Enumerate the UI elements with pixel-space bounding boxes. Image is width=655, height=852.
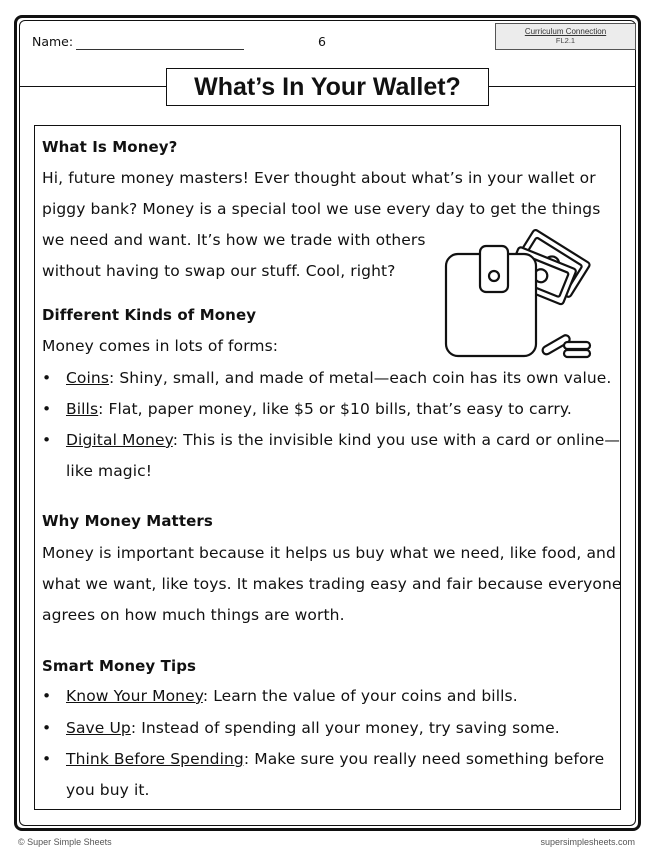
list-item (66, 369, 611, 387)
paragraph-line: Money comes in lots of forms: (42, 337, 279, 355)
bullet-marker: • (42, 750, 52, 768)
curriculum-connection-title: Curriculum Connection (524, 27, 607, 36)
list-item-term: Know Your Money (66, 687, 203, 705)
list-item (66, 431, 620, 449)
list-item-continuation: like magic! (66, 462, 153, 480)
list-item-text: : This is the invisible kind you use with a card or online— (172, 431, 621, 449)
bullet-marker: • (42, 431, 52, 449)
list-item-text: : Learn the value of your coins and bills. (202, 687, 518, 705)
wallet-with-money-icon (438, 228, 598, 363)
list-item-term: Think Before Spending (66, 750, 244, 768)
paragraph-line: what we want, like toys. It makes trading easy and fair because everyone (42, 575, 622, 593)
curriculum-connection-box (495, 23, 636, 50)
list-item-text: : Instead of spending all your money, try saving some. (130, 719, 560, 737)
list-item-term: Save Up (66, 719, 131, 737)
bullet-marker: • (42, 369, 52, 387)
list-item (66, 750, 604, 768)
page-number: 6 (318, 34, 326, 49)
list-item-text: : Shiny, small, and made of metal—each coin has its own value. (109, 369, 612, 387)
paragraph-line: without having to swap our stuff. Cool, right? (42, 262, 396, 280)
list-item (66, 687, 518, 705)
list-item-term: Coins (66, 369, 110, 387)
list-item-term: Bills (66, 400, 99, 418)
list-item-text: : Flat, paper money, like $5 or $10 bills, that’s easy to carry. (98, 400, 572, 418)
paragraph-line: Hi, future money masters! Ever thought about what’s in your wallet or (42, 169, 596, 187)
heading-kinds-of-money: Different Kinds of Money (42, 306, 257, 324)
title-rule-left (20, 86, 166, 87)
list-item-continuation: you buy it. (66, 781, 150, 799)
list-item (66, 719, 560, 737)
bullet-marker: • (42, 719, 52, 737)
footer-website: supersimplesheets.com (540, 837, 635, 847)
bullet-marker: • (42, 687, 52, 705)
paragraph-line: Money is important because it helps us buy what we need, like food, and (42, 544, 616, 562)
footer-copyright: © Super Simple Sheets (18, 837, 112, 847)
curriculum-code: FL2.1 (555, 36, 576, 45)
name-label: Name: (32, 34, 74, 49)
list-item-text: : Make sure you really need something before (243, 750, 605, 768)
heading-what-is-money: What Is Money? (42, 138, 178, 156)
heading-smart-money-tips: Smart Money Tips (42, 657, 197, 675)
list-item-term: Digital Money (66, 431, 173, 449)
bullet-marker: • (42, 400, 52, 418)
paragraph-line: we need and want. It’s how we trade with others (42, 231, 426, 249)
heading-why-money-matters: Why Money Matters (42, 512, 213, 530)
list-item (66, 400, 572, 418)
title-rule-right (489, 86, 635, 87)
page-title: What’s In Your Wallet? (166, 68, 489, 106)
paragraph-line: piggy bank? Money is a special tool we use every day to get the things (42, 200, 601, 218)
name-field-line (76, 49, 244, 50)
paragraph-line: agrees on how much things are worth. (42, 606, 345, 624)
